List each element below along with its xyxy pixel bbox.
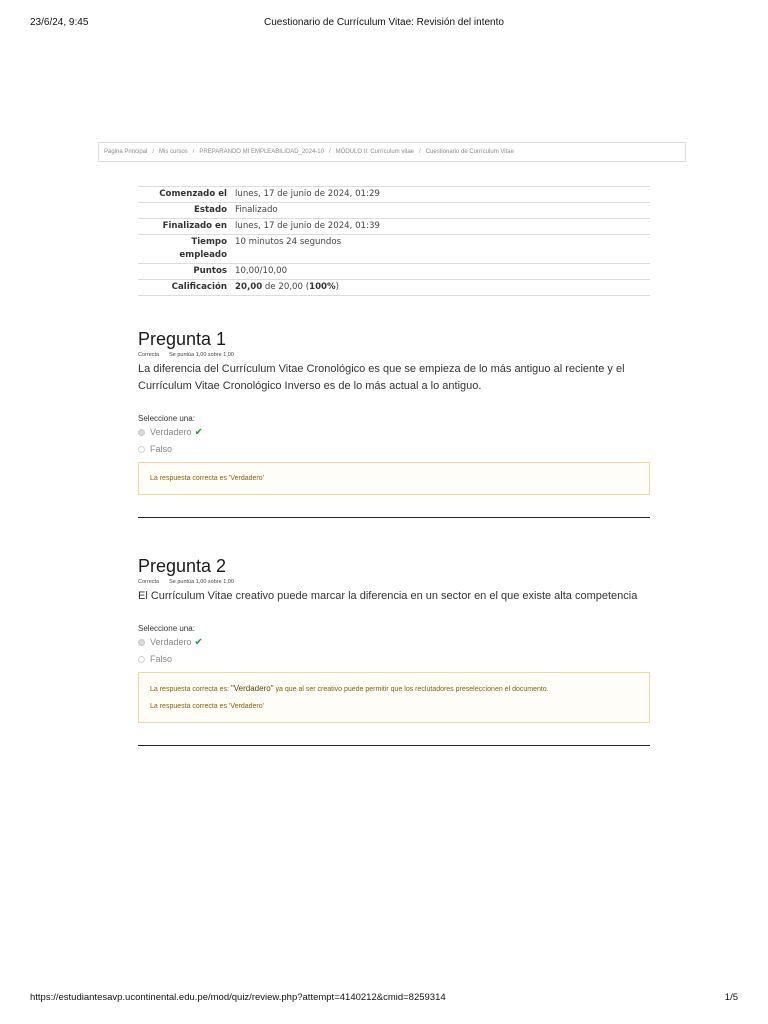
question-status: Correcta — [138, 579, 160, 585]
right-answer-text: La respuesta correcta es 'Verdadero' — [150, 475, 264, 482]
question-1 — [138, 329, 650, 518]
option-label: Falso — [150, 654, 173, 664]
answer-prompt: Seleccione una: — [138, 414, 195, 423]
summary-value — [235, 280, 650, 296]
summary-row-state — [138, 203, 650, 219]
breadcrumb-item-home[interactable]: Página Principal — [104, 149, 148, 155]
question-title: Pregunta 1 — [138, 329, 227, 349]
summary-value: Finalizado — [235, 203, 650, 219]
grade-percent: 100% — [309, 282, 336, 292]
radio-icon[interactable] — [138, 639, 145, 646]
option-label: Verdadero — [150, 637, 192, 647]
breadcrumb-separator: / — [328, 149, 331, 155]
print-title: Cuestionario de Currículum Vitae: Revisión del intento — [264, 17, 504, 28]
summary-row-grade — [138, 280, 650, 296]
summary-value: 10 minutos 24 segundos — [235, 235, 650, 264]
summary-label: Puntos — [138, 264, 235, 280]
check-icon: ✔ — [194, 426, 203, 438]
summary-row-time — [138, 235, 650, 264]
print-url: https://estudiantesavp.ucontinental.edu.pe/mod/quiz/review.php?attempt=4140212&cmid=8259314 — [30, 992, 446, 1003]
question-text: La diferencia del Currículum Vitae Cronológico es que se empieza de lo más antiguo al reciente y el Currículum Vitae Cronológico Inverso es de lo más actual a lo antiguo. — [138, 363, 625, 392]
question-divider — [138, 517, 650, 518]
radio-icon[interactable] — [138, 429, 145, 436]
feedback-box — [138, 462, 650, 495]
general-feedback-suffix: ya que al ser creativo puede permitir que los reclutadores preseleccionen el documento. — [273, 686, 549, 693]
question-meta — [138, 352, 650, 358]
summary-label — [138, 235, 235, 264]
summary-label: Calificación — [138, 280, 235, 296]
option-true[interactable] — [138, 634, 650, 650]
question-divider — [138, 745, 650, 746]
breadcrumb-item-course[interactable]: PREPARANDO MI EMPLEABILIDAD_2024-10 — [199, 149, 324, 155]
summary-row-finished — [138, 219, 650, 235]
feedback-box — [138, 672, 650, 723]
summary-label: Comenzado el — [138, 187, 235, 203]
question-score: Se puntúa 1,00 sobre 1,00 — [169, 579, 234, 585]
summary-label-line: Tiempo — [191, 237, 227, 247]
summary-value: lunes, 17 de junio de 2024, 01:39 — [235, 219, 650, 235]
summary-value: lunes, 17 de junio de 2024, 01:29 — [235, 187, 650, 203]
right-answer-text: La respuesta correcta es 'Verdadero' — [150, 703, 264, 710]
print-header — [30, 17, 738, 31]
summary-label: Estado — [138, 203, 235, 219]
grade-end: ) — [335, 282, 340, 292]
breadcrumb-item-my-courses[interactable]: Mis cursos — [159, 149, 188, 155]
summary-label: Finalizado en — [138, 219, 235, 235]
question-status: Correcta — [138, 352, 160, 358]
question-title: Pregunta 2 — [138, 556, 227, 576]
option-label: Verdadero — [150, 427, 192, 437]
question-2 — [138, 556, 650, 746]
grade-middle: de 20,00 ( — [262, 282, 310, 292]
page-number: 1/5 — [724, 992, 738, 1003]
summary-row-points — [138, 264, 650, 280]
question-score: Se puntúa 1,00 sobre 1,00 — [169, 352, 234, 358]
question-text: El Currículum Vitae creativo puede marcar la diferencia en un sector en el que existe alta competencia — [138, 590, 638, 602]
breadcrumb-separator: / — [152, 149, 155, 155]
summary-value: 10,00/10,00 — [235, 264, 650, 280]
grade-score: 20,00 — [235, 282, 263, 292]
option-true[interactable] — [138, 424, 650, 440]
summary-label-line: empleado — [179, 250, 227, 260]
print-footer — [30, 992, 738, 1006]
breadcrumb-separator: / — [192, 149, 195, 155]
general-feedback — [150, 682, 638, 696]
breadcrumb — [98, 142, 686, 162]
general-feedback-quote: "Verdadero" — [230, 684, 274, 693]
answer-prompt: Seleccione una: — [138, 624, 195, 633]
breadcrumb-separator: / — [419, 149, 421, 155]
option-label: Falso — [150, 444, 173, 454]
radio-icon[interactable] — [138, 446, 145, 453]
attempt-summary-table — [138, 186, 650, 296]
check-icon: ✔ — [194, 636, 203, 648]
question-meta — [138, 579, 650, 585]
breadcrumb-item-module[interactable]: MÓDULO II: Currículum vitae — [335, 149, 415, 155]
breadcrumb-item-quiz[interactable]: Cuestionario de Currículum Vitae — [425, 149, 514, 155]
option-false[interactable] — [138, 651, 650, 667]
print-date: 23/6/24, 9:45 — [30, 17, 89, 28]
option-false[interactable] — [138, 441, 650, 457]
radio-icon[interactable] — [138, 656, 145, 663]
general-feedback-prefix: La respuesta correcta es: — [150, 686, 231, 693]
summary-row-started — [138, 187, 650, 203]
